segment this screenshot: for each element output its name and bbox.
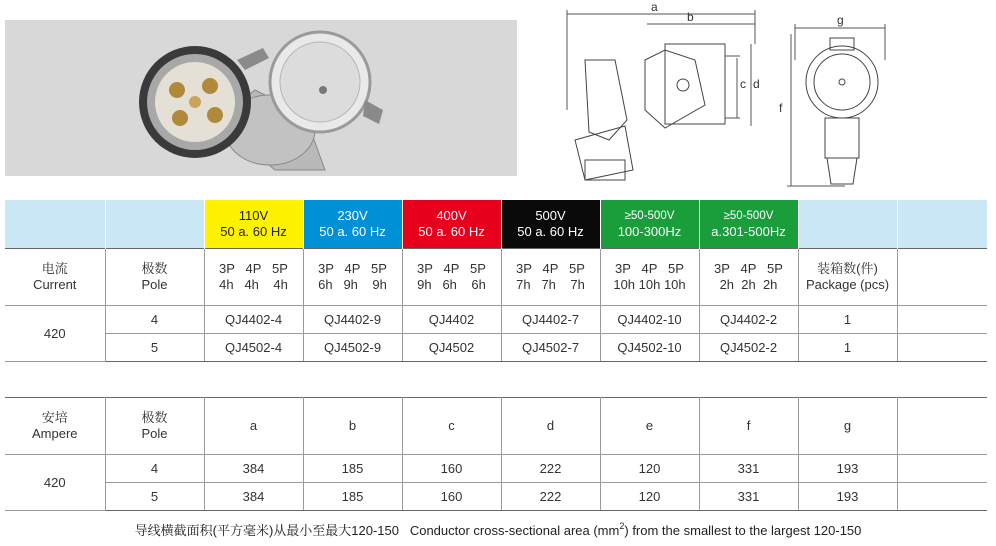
- ampere-header-cn: 安培: [41, 410, 68, 425]
- dim-header-e: e: [600, 398, 699, 455]
- voltage-header-line1: 110V: [238, 208, 269, 223]
- voltage-header-50-500v-100-300hz: [600, 200, 699, 249]
- caption-en-pre: Conductor cross-sectional area (mm: [409, 523, 620, 538]
- dim-label-a: a: [651, 0, 658, 14]
- dim-label-c: c: [740, 77, 746, 91]
- hours-text: 2h 2h 2h: [719, 277, 778, 292]
- pole-value: 4: [105, 306, 204, 334]
- dim-value: 120: [600, 483, 699, 511]
- package-header-cn: 装箱数(件): [817, 261, 878, 276]
- hours-text: 7h 7h 7h: [516, 277, 585, 292]
- header-blank-2: [105, 200, 204, 249]
- pole-header-cn: 极数: [141, 261, 168, 276]
- product-code: QJ4502: [402, 334, 501, 362]
- pole-header-en: Pole: [141, 277, 168, 292]
- current-header-en: Current: [33, 277, 77, 292]
- dim-header-f: f: [699, 398, 798, 455]
- blank-cell: [897, 483, 987, 511]
- voltage-header-line2: 50 a. 60 Hz: [220, 224, 287, 239]
- product-code: QJ4402-10: [600, 306, 699, 334]
- pole-value: 5: [105, 334, 204, 362]
- product-code-table: [5, 200, 988, 362]
- poles-hours-cell: [699, 249, 798, 306]
- package-header-en: Package (pcs): [805, 277, 890, 292]
- dimension-drawing: [555, 0, 890, 192]
- package-value: 1: [798, 334, 897, 362]
- pole-header-en: Pole: [141, 426, 168, 441]
- dim-value: 193: [798, 455, 897, 483]
- voltage-header-line1: ≥50-500V: [723, 210, 774, 222]
- dim-header-c: c: [402, 398, 501, 455]
- voltage-header-line2: 50 a. 60 Hz: [319, 224, 386, 239]
- voltage-header-400v: [402, 200, 501, 249]
- package-header: [798, 249, 897, 306]
- voltage-header-line2: 100-300Hz: [617, 224, 682, 239]
- blank-cell: [897, 455, 987, 483]
- caption-en-sup: 2: [619, 521, 625, 531]
- dim-value: 331: [699, 455, 798, 483]
- poles-hours-cell: [501, 249, 600, 306]
- product-code: QJ4402-4: [204, 306, 303, 334]
- product-code: QJ4502-7: [501, 334, 600, 362]
- dim-value: 222: [501, 455, 600, 483]
- dim-label-b: b: [687, 10, 694, 24]
- current-header: [5, 249, 105, 306]
- pole-header: [105, 249, 204, 306]
- product-code: QJ4402: [402, 306, 501, 334]
- caption-en-post: ) from the smallest to the largest 120-150: [624, 523, 862, 538]
- dim-value: 185: [303, 483, 402, 511]
- dim-value: 193: [798, 483, 897, 511]
- hours-text: 4h 4h 4h: [219, 277, 288, 292]
- hours-text: 9h 6h 6h: [417, 277, 486, 292]
- product-code: QJ4502-10: [600, 334, 699, 362]
- product-code: QJ4402-9: [303, 306, 402, 334]
- current-value: 420: [5, 306, 105, 362]
- product-code: QJ4402-2: [699, 306, 798, 334]
- ampere-header-en: Ampere: [31, 426, 78, 441]
- dim-header-d: d: [501, 398, 600, 455]
- hours-text: 6h 9h 9h: [318, 277, 387, 292]
- product-code: QJ4402-7: [501, 306, 600, 334]
- voltage-header-50-500v-301-500hz: [699, 200, 798, 249]
- poles-text: 3P 4P 5P: [417, 261, 486, 276]
- header-blank-3: [798, 200, 897, 249]
- voltage-header-line1: ≥50-500V: [624, 210, 675, 222]
- conductor-area-caption: [0, 520, 996, 539]
- pole-header: [105, 398, 204, 455]
- voltage-header-110v: [204, 200, 303, 249]
- header-blank-4: [897, 200, 987, 249]
- poles-text: 3P 4P 5P: [318, 261, 387, 276]
- dim-header-b: b: [303, 398, 402, 455]
- poles-hours-cell: [303, 249, 402, 306]
- current-header-cn: 电流: [41, 261, 68, 276]
- voltage-header-line2: a.301-500Hz: [711, 224, 786, 239]
- dim-value: 160: [402, 483, 501, 511]
- poles-text: 3P 4P 5P: [219, 261, 288, 276]
- dim-header-a: a: [204, 398, 303, 455]
- poles-hours-cell: [600, 249, 699, 306]
- pole-value: 5: [105, 483, 204, 511]
- header-blank-1: [5, 200, 105, 249]
- poles-hours-cell: [402, 249, 501, 306]
- voltage-header-line1: 500V: [535, 208, 566, 223]
- dim-label-g: g: [837, 13, 844, 27]
- voltage-header-230v: [303, 200, 402, 249]
- dim-value: 222: [501, 483, 600, 511]
- product-code: QJ4502-9: [303, 334, 402, 362]
- dim-value: 384: [204, 483, 303, 511]
- package-value: 1: [798, 306, 897, 334]
- poles-text: 3P 4P 5P: [714, 261, 783, 276]
- ampere-header: [5, 398, 105, 455]
- dimension-table: [5, 397, 987, 511]
- voltage-header-line1: 400V: [436, 208, 467, 223]
- hours-text: 10h 10h 10h: [613, 277, 686, 292]
- dim-header-g: g: [798, 398, 897, 455]
- dim-value: 331: [699, 483, 798, 511]
- poles-text: 3P 4P 5P: [615, 261, 684, 276]
- ampere-value: 420: [5, 455, 105, 511]
- voltage-header-line2: 50 a. 60 Hz: [418, 224, 485, 239]
- voltage-header-500v: [501, 200, 600, 249]
- product-code: QJ4502-4: [204, 334, 303, 362]
- pole-header-cn: 极数: [141, 410, 168, 425]
- dim-value: 384: [204, 455, 303, 483]
- dim-label-f: f: [779, 101, 783, 115]
- product-code: QJ4502-2: [699, 334, 798, 362]
- dim-value: 160: [402, 455, 501, 483]
- dim-value: 185: [303, 455, 402, 483]
- blank-cell: [897, 249, 987, 306]
- blank-cell: [897, 398, 987, 455]
- pole-value: 4: [105, 455, 204, 483]
- product-photo: [5, 20, 517, 176]
- blank-cell: [897, 306, 987, 334]
- dim-value: 120: [600, 455, 699, 483]
- dim-label-d: d: [753, 77, 760, 91]
- blank-cell: [897, 334, 987, 362]
- voltage-header-line2: 50 a. 60 Hz: [517, 224, 584, 239]
- poles-text: 3P 4P 5P: [516, 261, 585, 276]
- poles-hours-cell: [204, 249, 303, 306]
- voltage-header-line1: 230V: [337, 208, 368, 223]
- caption-cn: 导线横截面积(平方毫米)从最小至最大120-150: [134, 523, 399, 538]
